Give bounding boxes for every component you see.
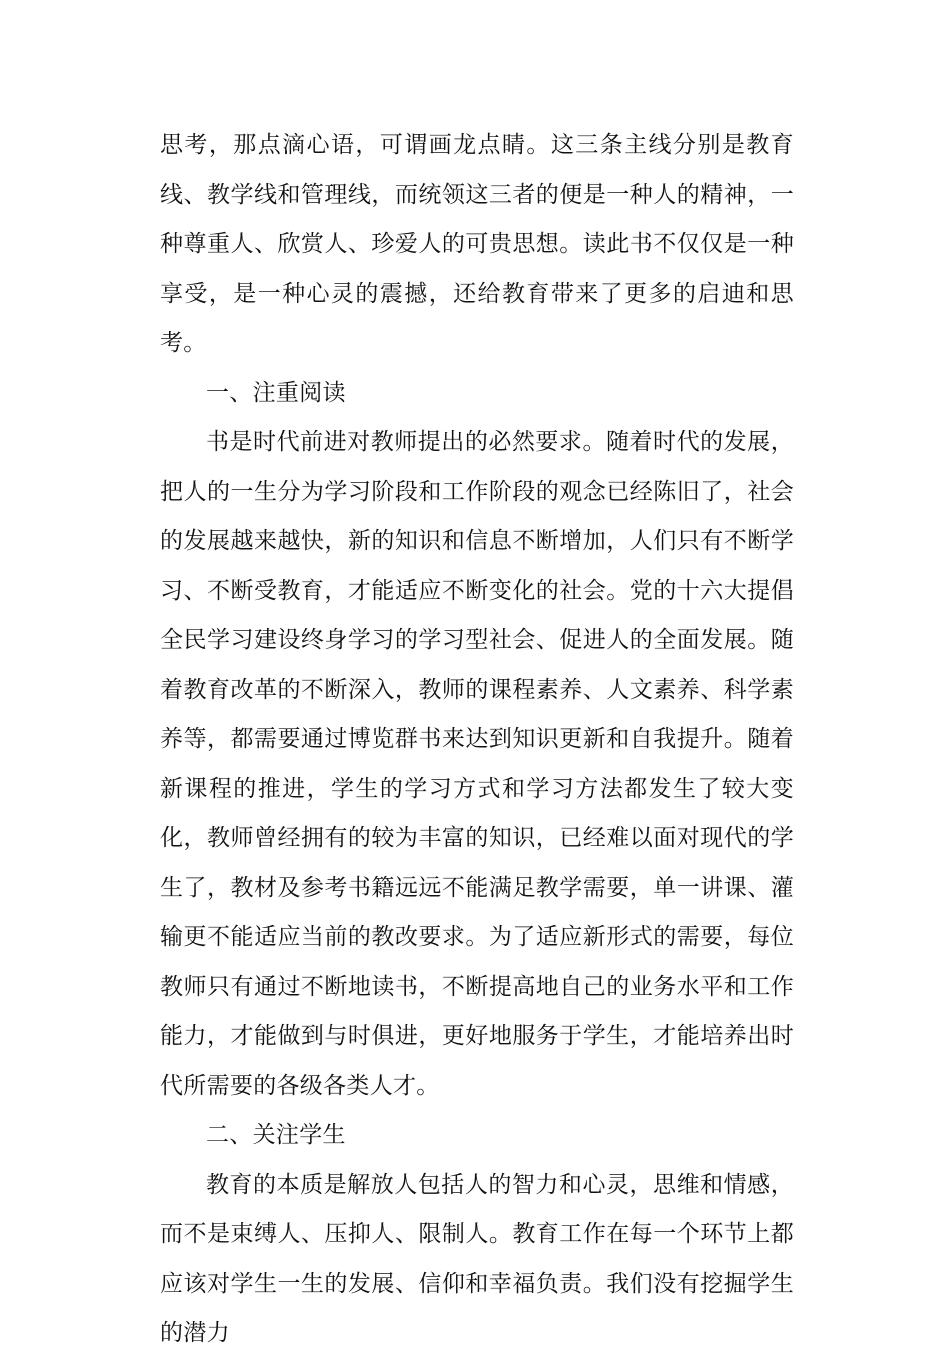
document-body — [160, 121, 794, 1359]
section-heading-reading: 一、注重阅读 — [206, 379, 346, 406]
paragraph-continuation: 思考，那点滴心语，可谓画龙点睛。这三条主线分别是教育线、教学线和管理线，而统领这三者的便是一种人的精神，一种尊重人、欣赏人、珍爱人的可贵思想。读此书不仅仅是一种享受，是一种心灵的震撼，还给教育带来了更多的启迪和思考。 — [160, 132, 794, 356]
paragraph-reading: 书是时代前进对教师提出的必然要求。随着时代的发展，把人的一生分为学习阶段和工作阶段的观念已经陈旧了，社会的发展越来越快，新的知识和信息不断增加，人们只有不断学习、不断受教育，才能适应不断变化的社会。党的十六大提倡全民学习建设终身学习的学习型社会、促进人的全面发展。随着教育改革的不断深入，教师的课程素养、人文素养、科学素养等，都需要通过博览群书来达到知识更新和自我提升。随着新课程的推进，学生的学习方式和学习方法都发生了较大变化，教师曾经拥有的较为丰富的知识，已经难以面对现代的学生了，教材及参考书籍远远不能满足教学需要，单一讲课、灌输更不能适应当前的教改要求。为了适应新形式的需要，每位教师只有通过不断地读书，不断提高地自己的业务水平和工作能力，才能做到与时俱进，更好地服务于学生，才能培养出时代所需要的各级各类人才。 — [160, 429, 794, 1099]
section-heading-students: 二、关注学生 — [206, 1122, 346, 1148]
paragraph-students: 教育的本质是解放人包括人的智力和心灵，思维和情感，而不是束缚人、压抑人、限制人。教育工作在每一个环节上都应该对学生一生的发展、信仰和幸福负责。我们没有挖掘学生的潜力 — [160, 1171, 794, 1346]
